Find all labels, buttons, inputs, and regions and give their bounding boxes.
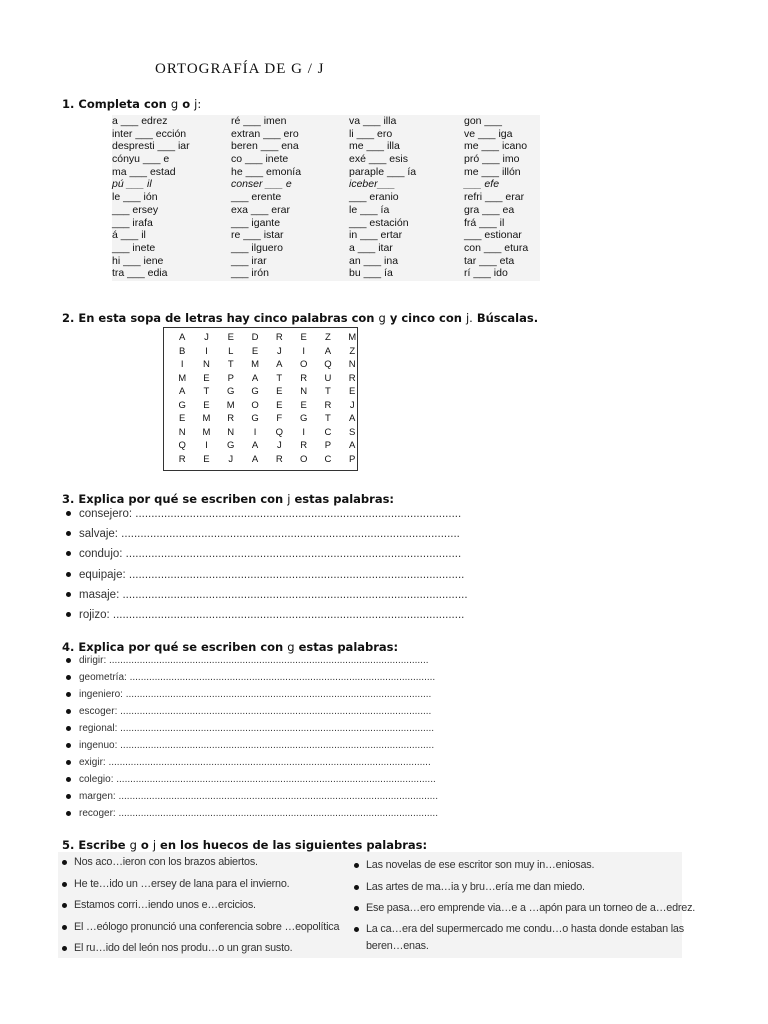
word-column-4 [464,115,528,280]
word-search-letter: R [348,372,356,384]
word-search-letter: Q [324,359,332,370]
bullet-icon [354,906,359,911]
word-search-letter: E [227,332,234,343]
bullet-icon [62,882,67,887]
word-search-row [170,373,364,384]
word-search-row [170,413,364,424]
word-item: co ___ inete [231,153,289,166]
bullet-icon [66,511,71,516]
word-item: ___ eranio [349,191,399,204]
word-item: a ___ edrez [112,115,168,127]
word-item: despresti ___ iar [112,140,190,153]
word-search-letter: A [251,453,259,465]
section-5-sentences [58,852,696,958]
word-search-letter: M [202,426,211,438]
word-item: ___ irar [231,254,267,267]
word-search-letter: A [178,386,186,397]
word-search-letter: E [300,399,307,411]
word-item: cónyu ___ e [112,153,170,166]
list-item: ingenuo: ................................................................................................................. [66,740,434,751]
word-search-letter: M [251,359,259,370]
word-search-letter: R [300,440,308,451]
word-search-letter: M [226,399,235,411]
section-4-heading: 4. Explica por qué se escriben con g estas palabras: [62,640,399,654]
sentence-item: Ese pasa…ero emprende via…e a …apón para un torneo de a…edrez. [354,902,695,914]
word-search-letter: Q [178,440,186,451]
list-item: colegio: ................................................................................................................... [66,774,436,785]
word-item: conser ___ e [231,178,292,191]
word-item: ___ irafa [112,216,153,229]
word-search-row [170,454,364,465]
bullet-icon [66,794,71,799]
word-search-letter: P [227,372,234,384]
word-item: rí ___ ido [464,267,508,280]
word-item: ___ inete [112,241,156,254]
word-search-letter: N [300,386,308,397]
word-search-letter: P [349,453,356,465]
word-search-letter: M [348,332,357,343]
word-item: bu ___ ía [349,267,393,280]
word-search-letter: T [325,413,331,424]
list-item: escoger: ................................................................................................................ [66,706,431,717]
word-search-letter: Z [349,345,356,357]
word-item: in ___ ertar [349,229,403,242]
word-search-letter: E [203,399,210,411]
word-item: ___ ersey [112,203,159,216]
word-search-letter: A [324,345,332,357]
sentence-item: El …eólogo pronunció una conferencia sobre …eopolítica [62,921,339,933]
word-search-letter: P [324,440,332,451]
word-search-letter: T [276,372,283,384]
word-search-letter: I [302,345,305,357]
sentence-item: La ca…era del supermercado me condu…o hasta donde estaban las [354,923,684,935]
word-item: hi ___ iene [112,254,164,267]
word-search-letter: G [251,413,259,424]
page-title: ORTOGRAFÍA DE G / J [155,61,325,77]
word-search-letter: E [203,453,210,465]
word-search-letter: E [276,399,283,411]
word-item: refri ___ erar [464,191,525,204]
word-item: me ___ illa [349,140,400,153]
bullet-icon [66,675,71,680]
section-3-heading: 3. Explica por qué se escriben con j estas palabras: [62,492,395,506]
word-item: ma ___ estad [112,165,176,178]
word-search-letter: T [203,386,210,397]
word-item: ___ estación [349,216,409,229]
word-item: ___ efe [464,178,500,191]
word-search-letter: E [203,372,210,384]
word-search-letter: A [349,413,356,424]
word-item: ré ___ imen [231,115,287,127]
word-search-letter: T [227,359,234,370]
word-search-letter: G [299,413,308,424]
word-search-letter: R [227,413,235,424]
word-item: me ___ icano [464,140,528,153]
word-item: gra ___ ea [464,203,515,216]
bullet-icon [66,743,71,748]
word-item: va ___ illa [349,115,397,127]
list-item: rojizo: .............................................................................................................. [66,609,464,621]
word-search-letter: U [324,372,332,384]
word-search-row [170,359,364,370]
word-column-3 [349,115,416,280]
word-search-letter: M [202,413,211,424]
section-5-heading: 5. Escribe g o j en los huecos de las siguientes palabras: [62,838,428,852]
word-item: an ___ ina [349,254,399,267]
word-search-letter: J [228,453,234,465]
word-item: á ___ il [112,229,146,242]
list-item: salvaje: .......................................................................................................... [66,528,460,540]
bullet-icon [354,927,359,932]
word-item: exa ___ erar [231,203,290,216]
word-search-letter: E [251,345,259,357]
list-item: ingeniero: .............................................................................................................. [66,689,431,700]
section-2-heading: 2. En esta sopa de letras hay cinco palabras con g y cinco con j. Búscalas. [62,311,539,325]
word-item: ___ estionar [464,229,522,242]
word-item: he ___ emonía [231,165,302,178]
sentence-item: He te…ido un …ersey de lana para el invierno. [62,878,289,890]
word-item: ve ___ iga [464,127,513,140]
word-search-letter: O [299,359,308,370]
word-search-letter: N [178,426,186,438]
word-item: re ___ istar [231,229,284,242]
word-item: pró ___ imo [464,153,520,166]
word-search-letter: O [251,399,259,411]
word-item: ___ ilguero [231,241,283,254]
word-item: ___ igante [231,216,281,229]
list-item: condujo: ......................................................................................................... [66,548,461,560]
word-item: extran ___ ero [231,127,299,140]
word-item: pú ___ il [112,178,152,191]
word-search-row [170,332,364,343]
word-item: paraple ___ ía [349,165,417,178]
word-search-row [170,400,364,411]
word-item: gon ___ [464,115,502,127]
word-item: exé ___ esis [349,153,408,166]
bullet-icon [354,863,359,868]
sentence-item: Nos aco…ieron con los brazos abiertos. [62,856,258,868]
word-search-letter: F [276,413,283,424]
word-search-letter: J [204,332,209,343]
word-search-letter: G [227,440,235,451]
word-item: tra ___ edia [112,267,168,280]
word-item: ___ irón [231,267,269,280]
sentence-continuation: beren…enas. [366,940,429,952]
word-search-letter: Z [325,332,331,343]
word-item: con ___ etura [464,241,529,254]
list-item: dirigir: ................................................................................................................... [66,655,429,666]
word-search-letter: A [251,440,259,451]
word-item: ___ erente [231,191,282,204]
word-search-row [170,427,364,438]
bullet-icon [62,903,67,908]
word-column-2 [231,115,301,280]
word-search-letter: Q [275,426,284,438]
bullet-icon [62,946,67,951]
word-search-letter: R [300,372,308,384]
word-search-letter: A [276,359,283,370]
word-search-letter: I [302,426,305,438]
word-search-letter: L [228,345,234,357]
word-item: inter ___ ección [112,127,187,140]
bullet-icon [66,692,71,697]
word-completion-grid [112,115,540,281]
word-search-letter: I [205,345,208,357]
word-search-letter: R [178,453,186,465]
word-search-letter: D [251,332,259,343]
list-item: equipaje: ......................................................................................................... [66,569,464,581]
word-search-letter: R [275,332,283,343]
bullet-icon [66,726,71,731]
list-item: regional: ................................................................................................................. [66,723,434,734]
word-search-letter: C [324,426,332,438]
word-search-row [170,346,364,357]
bullet-icon [62,925,67,930]
sentence-item: Las artes de ma…ia y bru…ería me dan miedo. [354,881,585,893]
bullet-icon [66,592,71,597]
word-item: iceber___ [349,178,396,191]
bullet-icon [66,531,71,536]
sentence-item: Estamos corri…iendo unos e…ercicios. [62,899,256,911]
word-item: li ___ ero [349,127,393,140]
word-search-letter: N [203,359,210,370]
bullet-icon [62,860,67,865]
bullet-icon [66,760,71,765]
word-item: beren ___ ena [231,140,299,153]
sentence-item: Las novelas de ese escritor son muy in…eniosas. [354,859,594,871]
word-search-letter: E [276,386,283,397]
word-search-row [170,386,364,397]
word-column-1 [112,115,190,280]
word-search-letter: J [276,345,282,357]
word-search-letter: I [205,440,208,451]
word-search-grid [163,327,358,471]
word-item: frá ___ il [464,216,505,229]
bullet-icon [66,612,71,617]
word-search-letter: N [348,359,356,370]
word-search-letter: G [227,386,235,397]
word-search-letter: T [325,386,331,397]
word-item: a ___ itar [349,241,393,254]
bullet-icon [66,777,71,782]
word-item: tar ___ eta [464,254,515,267]
word-search-letter: N [227,426,235,438]
word-search-letter: J [276,440,282,451]
word-search-letter: R [275,453,283,465]
word-search-letter: S [349,426,356,438]
word-search-letter: A [178,332,186,343]
word-search-letter: G [251,386,259,397]
bullet-icon [66,658,71,663]
word-item: me ___ illón [464,165,521,178]
word-item: le ___ ía [349,203,390,216]
word-search-letter: E [349,386,356,397]
word-search-letter: O [299,453,308,465]
list-item: margen: ................................................................................................................... [66,791,438,802]
word-search-letter: I [180,359,184,370]
word-search-letter: A [251,372,259,384]
word-search-letter: C [324,453,332,465]
word-search-letter: I [253,426,257,438]
section-1-heading: 1. Completa con g o j: [62,97,202,111]
list-item: exigir: .................................................................................................................... [66,757,431,768]
list-item: masaje: ............................................................................................................ [66,589,468,601]
list-item: recoger: ................................................................................................................... [66,808,438,819]
word-search-letter: M [178,372,187,384]
word-search-letter: E [178,413,186,424]
list-item: geometría: .............................................................................................................. [66,672,435,683]
bullet-icon [66,709,71,714]
word-search-row [170,440,364,451]
word-search-letter: G [178,399,186,411]
word-search-letter: E [300,332,307,343]
bullet-icon [66,811,71,816]
word-search-letter: A [349,440,356,451]
list-item: consejero: ...................................................................................................... [66,508,461,520]
word-search-letter: B [178,345,186,357]
sentence-item: El ru…ido del león nos produ…o un gran susto. [62,942,292,954]
word-item: le ___ ión [112,191,158,204]
bullet-icon [354,885,359,890]
bullet-icon [66,572,71,577]
word-search-letter: J [349,399,355,411]
word-search-letter: R [324,399,332,411]
bullet-icon [66,551,71,556]
